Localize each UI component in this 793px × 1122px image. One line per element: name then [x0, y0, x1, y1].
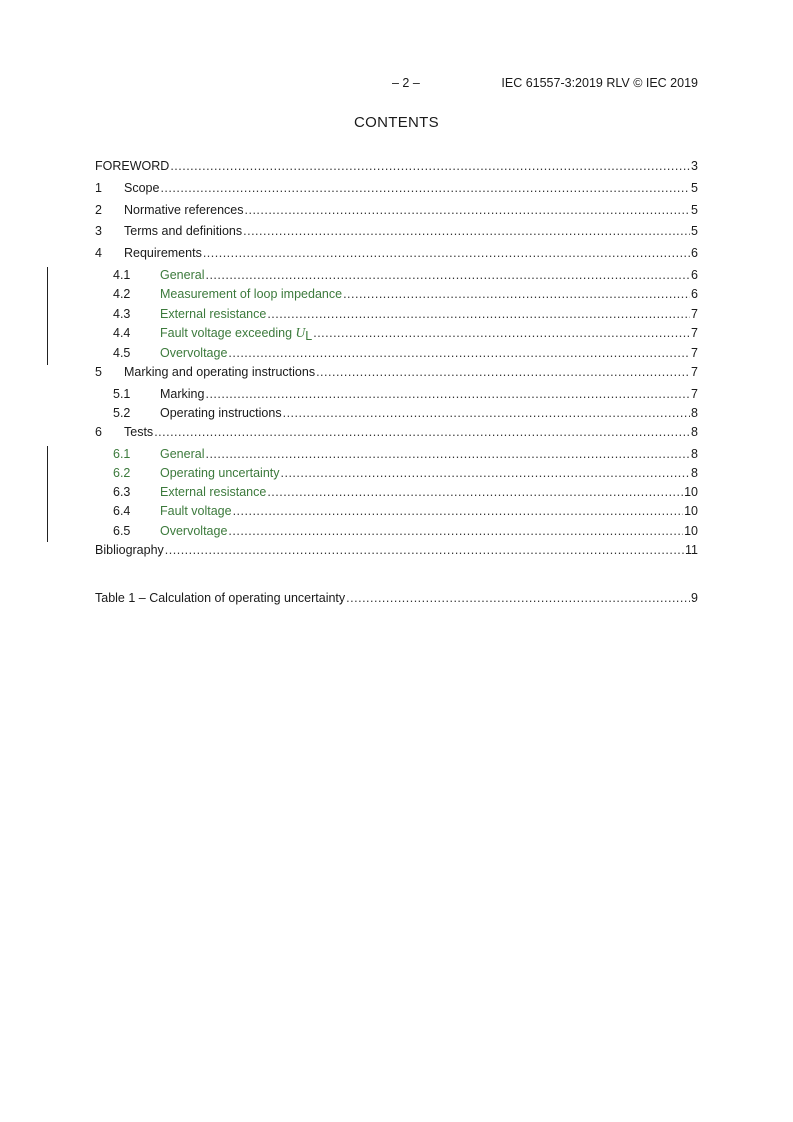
toc-entry-tests[interactable] [95, 423, 698, 441]
toc-entry-requirements[interactable] [95, 244, 698, 262]
toc-page: 10 [684, 524, 698, 538]
toc-label: General [160, 447, 205, 461]
revision-bar [47, 267, 48, 365]
toc-entry-6-3-external-resistance[interactable] [95, 483, 698, 501]
leader-dots [281, 464, 691, 482]
toc-entry-5-2-operating-instructions[interactable] [95, 404, 698, 422]
toc-entry-5-1-marking[interactable] [95, 385, 698, 403]
toc-entry-6-5-overvoltage[interactable] [95, 522, 698, 540]
toc-page: 5 [691, 224, 698, 238]
leader-dots [205, 445, 690, 463]
toc-number: 6.5 [113, 524, 131, 538]
toc-number: 4.3 [113, 307, 131, 321]
leader-dots [205, 385, 690, 403]
toc-page: 10 [684, 504, 698, 518]
toc-entry-terms-definitions[interactable] [95, 222, 698, 240]
toc-entry-4-5-overvoltage[interactable] [95, 344, 698, 362]
toc-label: Operating instructions [160, 406, 282, 420]
toc-label: Overvoltage [160, 524, 228, 538]
toc-number: 4.5 [113, 346, 131, 360]
toc-entry-6-4-fault-voltage[interactable] [95, 502, 698, 520]
toc-page: 8 [691, 466, 698, 480]
toc-number: 4.4 [113, 326, 131, 340]
document-reference: IEC 61557-3:2019 RLV © IEC 2019 [501, 76, 698, 90]
toc-label: Marking [160, 387, 205, 401]
toc-page: 11 [685, 543, 698, 557]
toc-label: Marking and operating instructions [124, 365, 316, 379]
toc-page: 7 [691, 365, 698, 379]
toc-number: 6.3 [113, 485, 131, 499]
toc-label: General [160, 268, 205, 282]
toc-number: 6.1 [113, 447, 131, 461]
toc-entry-normative-references[interactable] [95, 201, 698, 219]
leader-dots [228, 522, 683, 540]
toc-page: 6 [691, 287, 698, 301]
contents-title: CONTENTS [354, 114, 439, 131]
toc-label: External resistance [160, 307, 267, 321]
leader-dots [205, 266, 690, 284]
toc-entry-table-1[interactable] [95, 589, 698, 607]
toc-page: 7 [691, 346, 698, 360]
toc-page: 8 [691, 406, 698, 420]
toc-entry-marking-instructions[interactable] [95, 363, 698, 381]
toc-number: 5 [95, 365, 102, 379]
leader-dots [283, 404, 690, 422]
toc-page: 6 [691, 246, 698, 260]
leader-dots [346, 589, 690, 607]
toc-label: Scope [124, 181, 160, 195]
toc-label: FOREWORD [95, 159, 170, 173]
toc-entry-6-1-general[interactable] [95, 445, 698, 463]
toc-entry-4-4-fault-voltage[interactable] [95, 324, 698, 342]
toc-page: 3 [691, 159, 698, 173]
toc-label: Measurement of loop impedance [160, 287, 343, 301]
toc-label: Tests [124, 425, 154, 439]
toc-page: 8 [691, 447, 698, 461]
toc-label: Bibliography [95, 543, 164, 557]
toc-label: Normative references [124, 203, 244, 217]
leader-dots [170, 157, 690, 175]
toc-label: Overvoltage [160, 346, 228, 360]
toc-entry-scope[interactable] [95, 179, 698, 197]
toc-number: 5.1 [113, 387, 131, 401]
revision-bar [47, 446, 48, 542]
page-number: – 2 – [392, 76, 420, 90]
toc-label: Table 1 – Calculation of operating uncertainty [95, 591, 346, 605]
toc-label: Requirements [124, 246, 202, 260]
toc-number: 1 [95, 181, 102, 195]
toc-entry-4-2-loop-impedance[interactable] [95, 285, 698, 303]
toc-page: 7 [691, 307, 698, 321]
leader-dots [233, 502, 684, 520]
leader-dots [154, 423, 690, 441]
leader-dots [245, 201, 691, 219]
leader-dots [267, 483, 683, 501]
leader-dots [243, 222, 690, 240]
leader-dots [343, 285, 690, 303]
toc-label: Operating uncertainty [160, 466, 280, 480]
toc-number: 6 [95, 425, 102, 439]
toc-label-text: Fault voltage exceeding [160, 326, 296, 340]
toc-page: 5 [691, 203, 698, 217]
leader-dots [165, 541, 684, 559]
leader-dots [313, 324, 690, 342]
toc-entry-bibliography[interactable] [95, 541, 698, 559]
toc-page: 5 [691, 181, 698, 195]
toc-entry-6-2-operating-uncertainty[interactable] [95, 464, 698, 482]
toc-number: 4 [95, 246, 102, 260]
leader-dots [228, 344, 690, 362]
toc-page: 8 [691, 425, 698, 439]
leader-dots [160, 179, 690, 197]
toc-number: 6.2 [113, 466, 131, 480]
page-header [95, 76, 698, 92]
toc-entry-4-1-general[interactable] [95, 266, 698, 284]
toc-label: External resistance [160, 485, 267, 499]
toc-number: 2 [95, 203, 102, 217]
symbol-u: U [295, 325, 306, 340]
leader-dots [203, 244, 690, 262]
toc-number: 4.2 [113, 287, 131, 301]
toc-number: 6.4 [113, 504, 131, 518]
toc-label: Terms and definitions [124, 224, 243, 238]
toc-number: 3 [95, 224, 102, 238]
toc-entry-foreword[interactable] [95, 157, 698, 175]
toc-page: 9 [691, 591, 698, 605]
leader-dots [316, 363, 690, 381]
toc-page: 7 [691, 326, 698, 340]
toc-entry-4-3-external-resistance[interactable] [95, 305, 698, 323]
toc-page: 10 [684, 485, 698, 499]
subscript-l: L [305, 329, 313, 343]
toc-number: 4.1 [113, 268, 131, 282]
toc-label [160, 324, 312, 342]
toc-label: Fault voltage [160, 504, 232, 518]
leader-dots [267, 305, 690, 323]
toc-page: 6 [691, 268, 698, 282]
toc-number: 5.2 [113, 406, 131, 420]
toc-page: 7 [691, 387, 698, 401]
